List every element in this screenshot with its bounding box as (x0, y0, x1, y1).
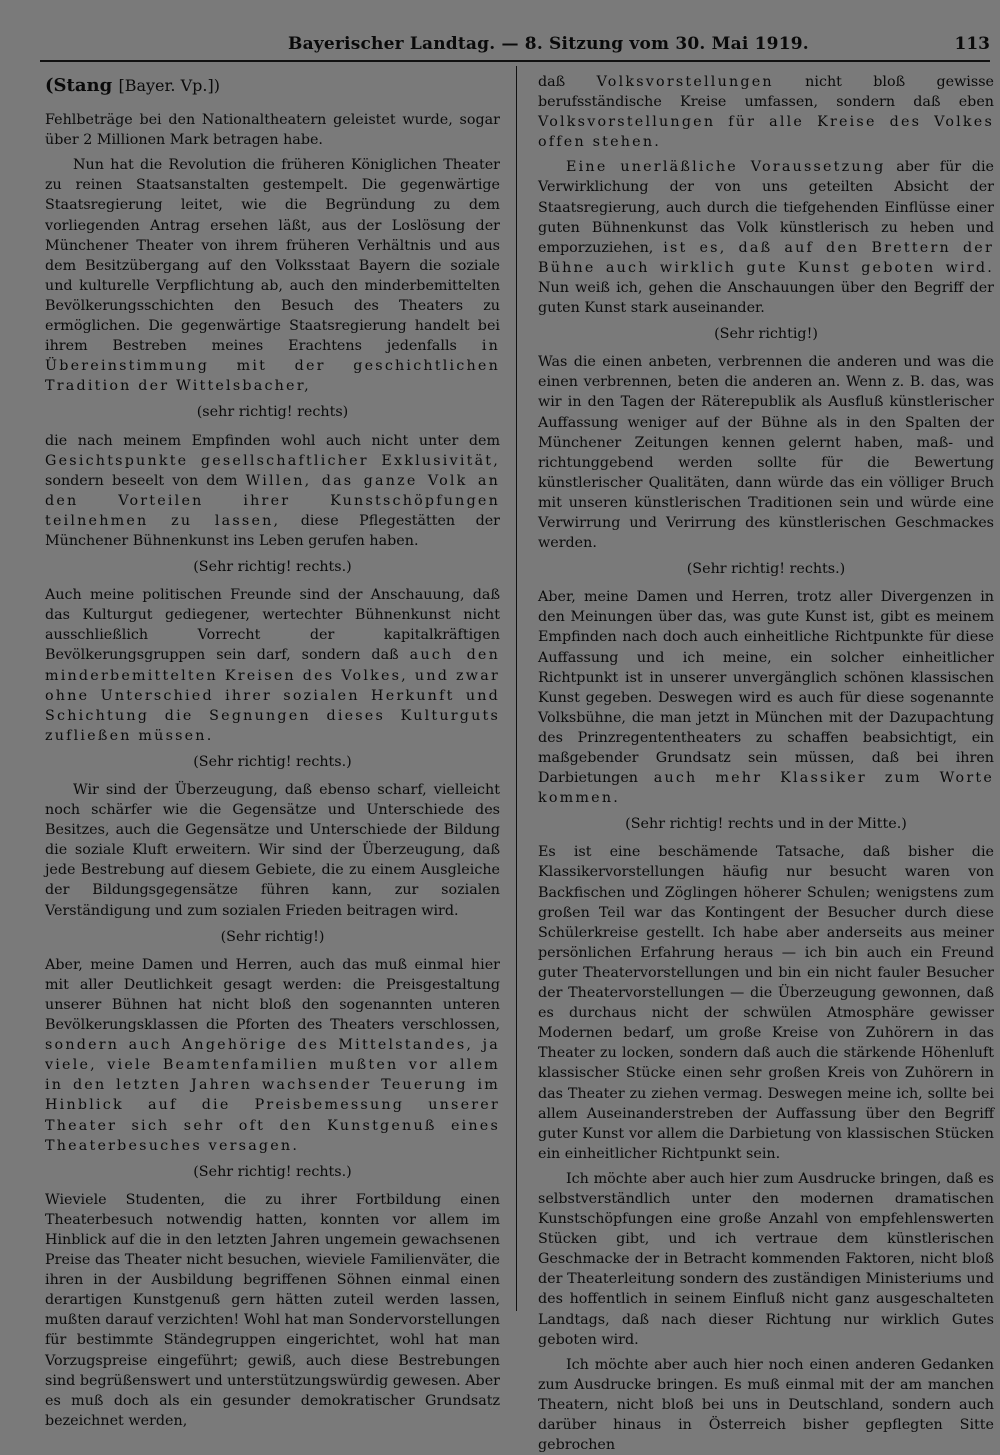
speaker-name: (Stang (45, 75, 113, 96)
paragraph (538, 157, 994, 318)
right-column (538, 72, 995, 1454)
paragraph: Wieviele Studenten, die zu ihrer Fortbildung einen Theaterbesuch notwendig hatten, konnten vor allem im Hinblick auf die in den letzten Jahren ungemein gewachsenen Preise das Theater nicht besuchen, wieviele Familienväter, die ihren in der Ausbildung begriffenen Söhnen einmal einen derartigen Kunstgenuß gern hätten zuteil werden lassen, mußten darauf verzichten! Wohl hat man Sondervorstellungen für bestimmte Ständegruppen eingerichtet, wohl hat man Vorzugspreise eingeführt; gewiß, auch diese Bestrebungen sind begrüßenswert und unterstützungswürdig gewesen. Aber es muß doch als ein gesunder demokratischer Grundsatz bezeichnet werden, (45, 1191, 500, 1429)
paragraph: Ich möchte aber auch hier noch einen anderen Gedanken zum Ausdrucke bringen. Es muß einmal mit der am manchen Theatern, nicht bloß bei uns in Deutschland, sondern auch darüber hinaus in Österreich bisher gepflegten Sitte gebrochen (538, 1356, 994, 1454)
left-column (45, 72, 501, 1429)
text-run: Auch meine politischen Freunde sind der Anschauung, daß das Kulturgut gediegener, wertechter Bühnenkunst nicht ausschließlich Vorrecht der kapitalkräftigen Bevölkerungsgruppen sein darf, sondern daß (45, 587, 500, 664)
paragraph: Ich möchte aber auch hier zum Ausdrucke bringen, daß es selbstverständlich unter den modernen dramatischen Kunstschöpfungen eine große Anzahl von empfehlenswerten Stücken gibt, und ich vertraue dem künstlerischen Geschmacke der in Betracht kommenden Faktoren, nicht bloß der Theaterleitung sondern des zuständigen Ministeriums und des hoffentlich in seinem Einfluß nicht ganz ausgeschalteten Landtags, daß nach dieser Richtung nur wirklich Gutes geboten wird. (538, 1170, 994, 1348)
paragraph (45, 431, 500, 552)
paragraph: Was die einen anbeten, verbrennen die anderen und was die einen verbrennen, beten die anderen an. Wenn z. B. das, was wir in den Tagen der Räterepublik als Ausfluß künstlerischer Auffassung weniger auf der Bühne als in den Spalten der Münchener Zeitungen kennen gelernt haben, maß- und richtunggebend werden sollte für die Bewertung künstlerischer Qualitäten, dann würde das ein völliger Bruch mit unseren künstlerischen Traditionen sein und würde eine Verwirrung und Verirrung des künstlerischen Geschmackes werden. (538, 354, 994, 552)
paragraph (538, 72, 994, 152)
text-run: Nun hat die Revolution die früheren Königlichen Theater zu reinen Staatsanstalten gestempelt. Die gegenwärtige Staatsregierung leitet, wie die Begründung zu dem vorliegenden Antrag ersehen läßt, aus der Loslösung der Münchener Theater von ihrem früheren Verhältnis und aus dem Besitzübergang auf den Volksstaat Bayern die soziale und kulturelle Verpflichtung ab, auch den minderbemittelten Bevölkerungsschichten den Besuch des Theaters zu ermöglichen. Die gegenwärtige Staatsregierung handelt bei ihrem Bestreben meines Erachtens jedenfalls (45, 157, 500, 355)
text-run: Nun weiß ich, gehen die Anschauungen über den Begriff der guten Kunst stark auseinander. (538, 279, 994, 317)
header-rule (40, 60, 990, 62)
text-run: Aber, meine Damen und Herren, trotz aller Divergenzen in den Meinungen über das, was gute Kunst ist, gibt es meinem Empfinden nach doch auch einheitliche Richtpunkte für diese Auffassung und ich meine, ein solcher einheitlicher Richtpunkt ist in unserer unvergänglich schönen klassischen Kunst gegeben. Deswegen wird es auch für diese sogenannte Volksbühne, die man jetzt in München mit der Dazupachtung des Prinzregententheaters zu schaffen beabsichtigt, ein maßgebender Grundsatz sein müssen, daß bei ihren Darbietungen (538, 589, 994, 787)
emphasized-text: auch mehr Klassiker zum Worte kommen. (538, 770, 995, 807)
emphasized-text: Volksvorstellungen (596, 74, 774, 90)
interjection: (Sehr richtig!) (714, 326, 818, 343)
paragraph (45, 585, 500, 746)
emphasized-text: Willen, das ganze Volk an den Vorteilen ihrer Kunstschöpfungen teilnehmen zu lassen, (45, 472, 500, 529)
emphasized-text: in Übereinstimmung mit der geschichtlichen Tradition der Wittelsbacher, (45, 338, 501, 395)
emphasized-text: sondern auch Angehörige des Mittelstandes, ja viele, viele Beamtenfamilien mußten vor allem in den letzten Jahren wachsender Teuerung im Hinblick auf die Preisbemessung unserer Theater sich sehr oft den Kunstgenuß eines Theaterbesuches versagen. (45, 1037, 500, 1154)
page-number: 113 (954, 34, 990, 54)
emphasized-text: Volksvorstellungen für alle Kreise des Volkes offen stehen. (538, 114, 994, 151)
paragraph: Fehlbeträge bei den Nationaltheatern geleistet wurde, sogar über 2 Millionen Mark betragen habe. (45, 112, 500, 149)
text-run: Aber, meine Damen und Herren, auch das muß einmal hier mit aller Deutlichkeit gesagt werden: die Preisgestaltung unserer Bühnen hat nicht bloß den sogenannten unteren Bevölkerungsklassen die Pforten des Theaters verschlossen, (45, 956, 500, 1034)
emphasized-text: ist es, daß auf den Brettern der Bühne auch wirklich gute Kunst geboten wird. (538, 239, 995, 276)
paragraph: Es ist eine beschämende Tatsache, daß bisher die Klassikervorstellungen häufig nur besucht waren von Backfischen und Zöglingen höherer Schulen; wenigstens zum großen Teil war das Kontingent der Besucher durch diese Schülerkreise gestellt. Ich habe aber anderseits aus meiner persönlichen Erfahrung heraus — ich bin auch ein Freund guter Theatervorstellungen und bin ein nicht fauler Besucher der Theatervorstellungen — die Überzeugung gewonnen, daß es durchaus nicht der schwülen Atmosphäre gewisser Modernen bedarf, um große Kreise von Zuhörern in das Theater zu locken, sondern daß auch die stärkende Höhenluft klassischer Stücke einen sehr großen Kreis von Zuhörern in das Theater zu ziehen vermag. Deswegen meine ich, sollte bei allem Auseinanderstreben der Auffassung über den Begriff guter Kunst vor allem die Darbietung von klassischen Stücken ein einheitlicher Richtpunkt sein. (538, 844, 994, 1162)
text-run: die nach meinem Empfinden wohl auch nicht unter dem (45, 432, 500, 449)
text-run: sondern beseelt von dem (45, 472, 238, 489)
emphasized-text: Eine unerläßliche Voraussetzung (566, 159, 886, 176)
interjection: (Sehr richtig! rechts.) (193, 753, 352, 770)
paragraph (538, 587, 994, 808)
emphasized-text: auch den minderbemittelten Kreisen des Volkes, und zwar ohne Unterschied ihrer sozialen Herkunft und Schichtung die Segnungen dieses Kulturguts zufließen müssen. (45, 647, 500, 744)
column-divider (516, 66, 517, 1311)
paragraph (45, 955, 500, 1156)
interjection: (sehr richtig! rechts) (196, 404, 349, 421)
paragraph: Wir sind der Überzeugung, daß ebenso scharf, vielleicht noch schärfer wie die Gegensätze und Unterschiede des Besitzes, auch die Gegensätze und Unterschiede der Bildung die soziale Kluft erweitern. Wir sind der Überzeugung, daß jede Bestrebung auf diesem Gebiete, die zu einem Ausgleiche der Bildungsgegensätze führen kann, zur sozialen Verständigung und zum sozialen Frieden beitragen wird. (45, 782, 500, 919)
text-run: aber für die Verwirklichung der von uns geteilten Absicht der Staatsregierung, auch durch die tiefgehenden Einflüsse einer guten Bühnenkunst das Volk künstlerisch zu heben und emporzuziehen, (538, 159, 994, 256)
interjection: (Sehr richtig! rechts.) (193, 1163, 352, 1180)
paragraph (45, 155, 500, 396)
text-run: daß (538, 74, 566, 90)
interjection: (Sehr richtig!) (220, 928, 325, 945)
speaker-party: [Bayer. Vp.]) (118, 76, 220, 95)
running-title: Bayerischer Landtag. — 8. Sitzung vom 30. Mai 1919. (288, 34, 809, 54)
interjection: (Sehr richtig! rechts.) (686, 561, 846, 578)
text-run: nicht bloß gewisse berufsständische Kreise umfassen, sondern daß eben (538, 74, 995, 111)
page-header (40, 34, 990, 58)
emphasized-text: Gesichtspunkte gesellschaftlicher Exklusivität, (45, 452, 500, 469)
speaker-heading (45, 76, 500, 96)
interjection: (Sehr richtig! rechts.) (193, 559, 352, 576)
interjection: (Sehr richtig! rechts und in der Mitte.) (625, 816, 907, 833)
text-run: diese Pflegestätten der Münchener Bühnenkunst ins Leben gerufen haben. (45, 512, 501, 549)
